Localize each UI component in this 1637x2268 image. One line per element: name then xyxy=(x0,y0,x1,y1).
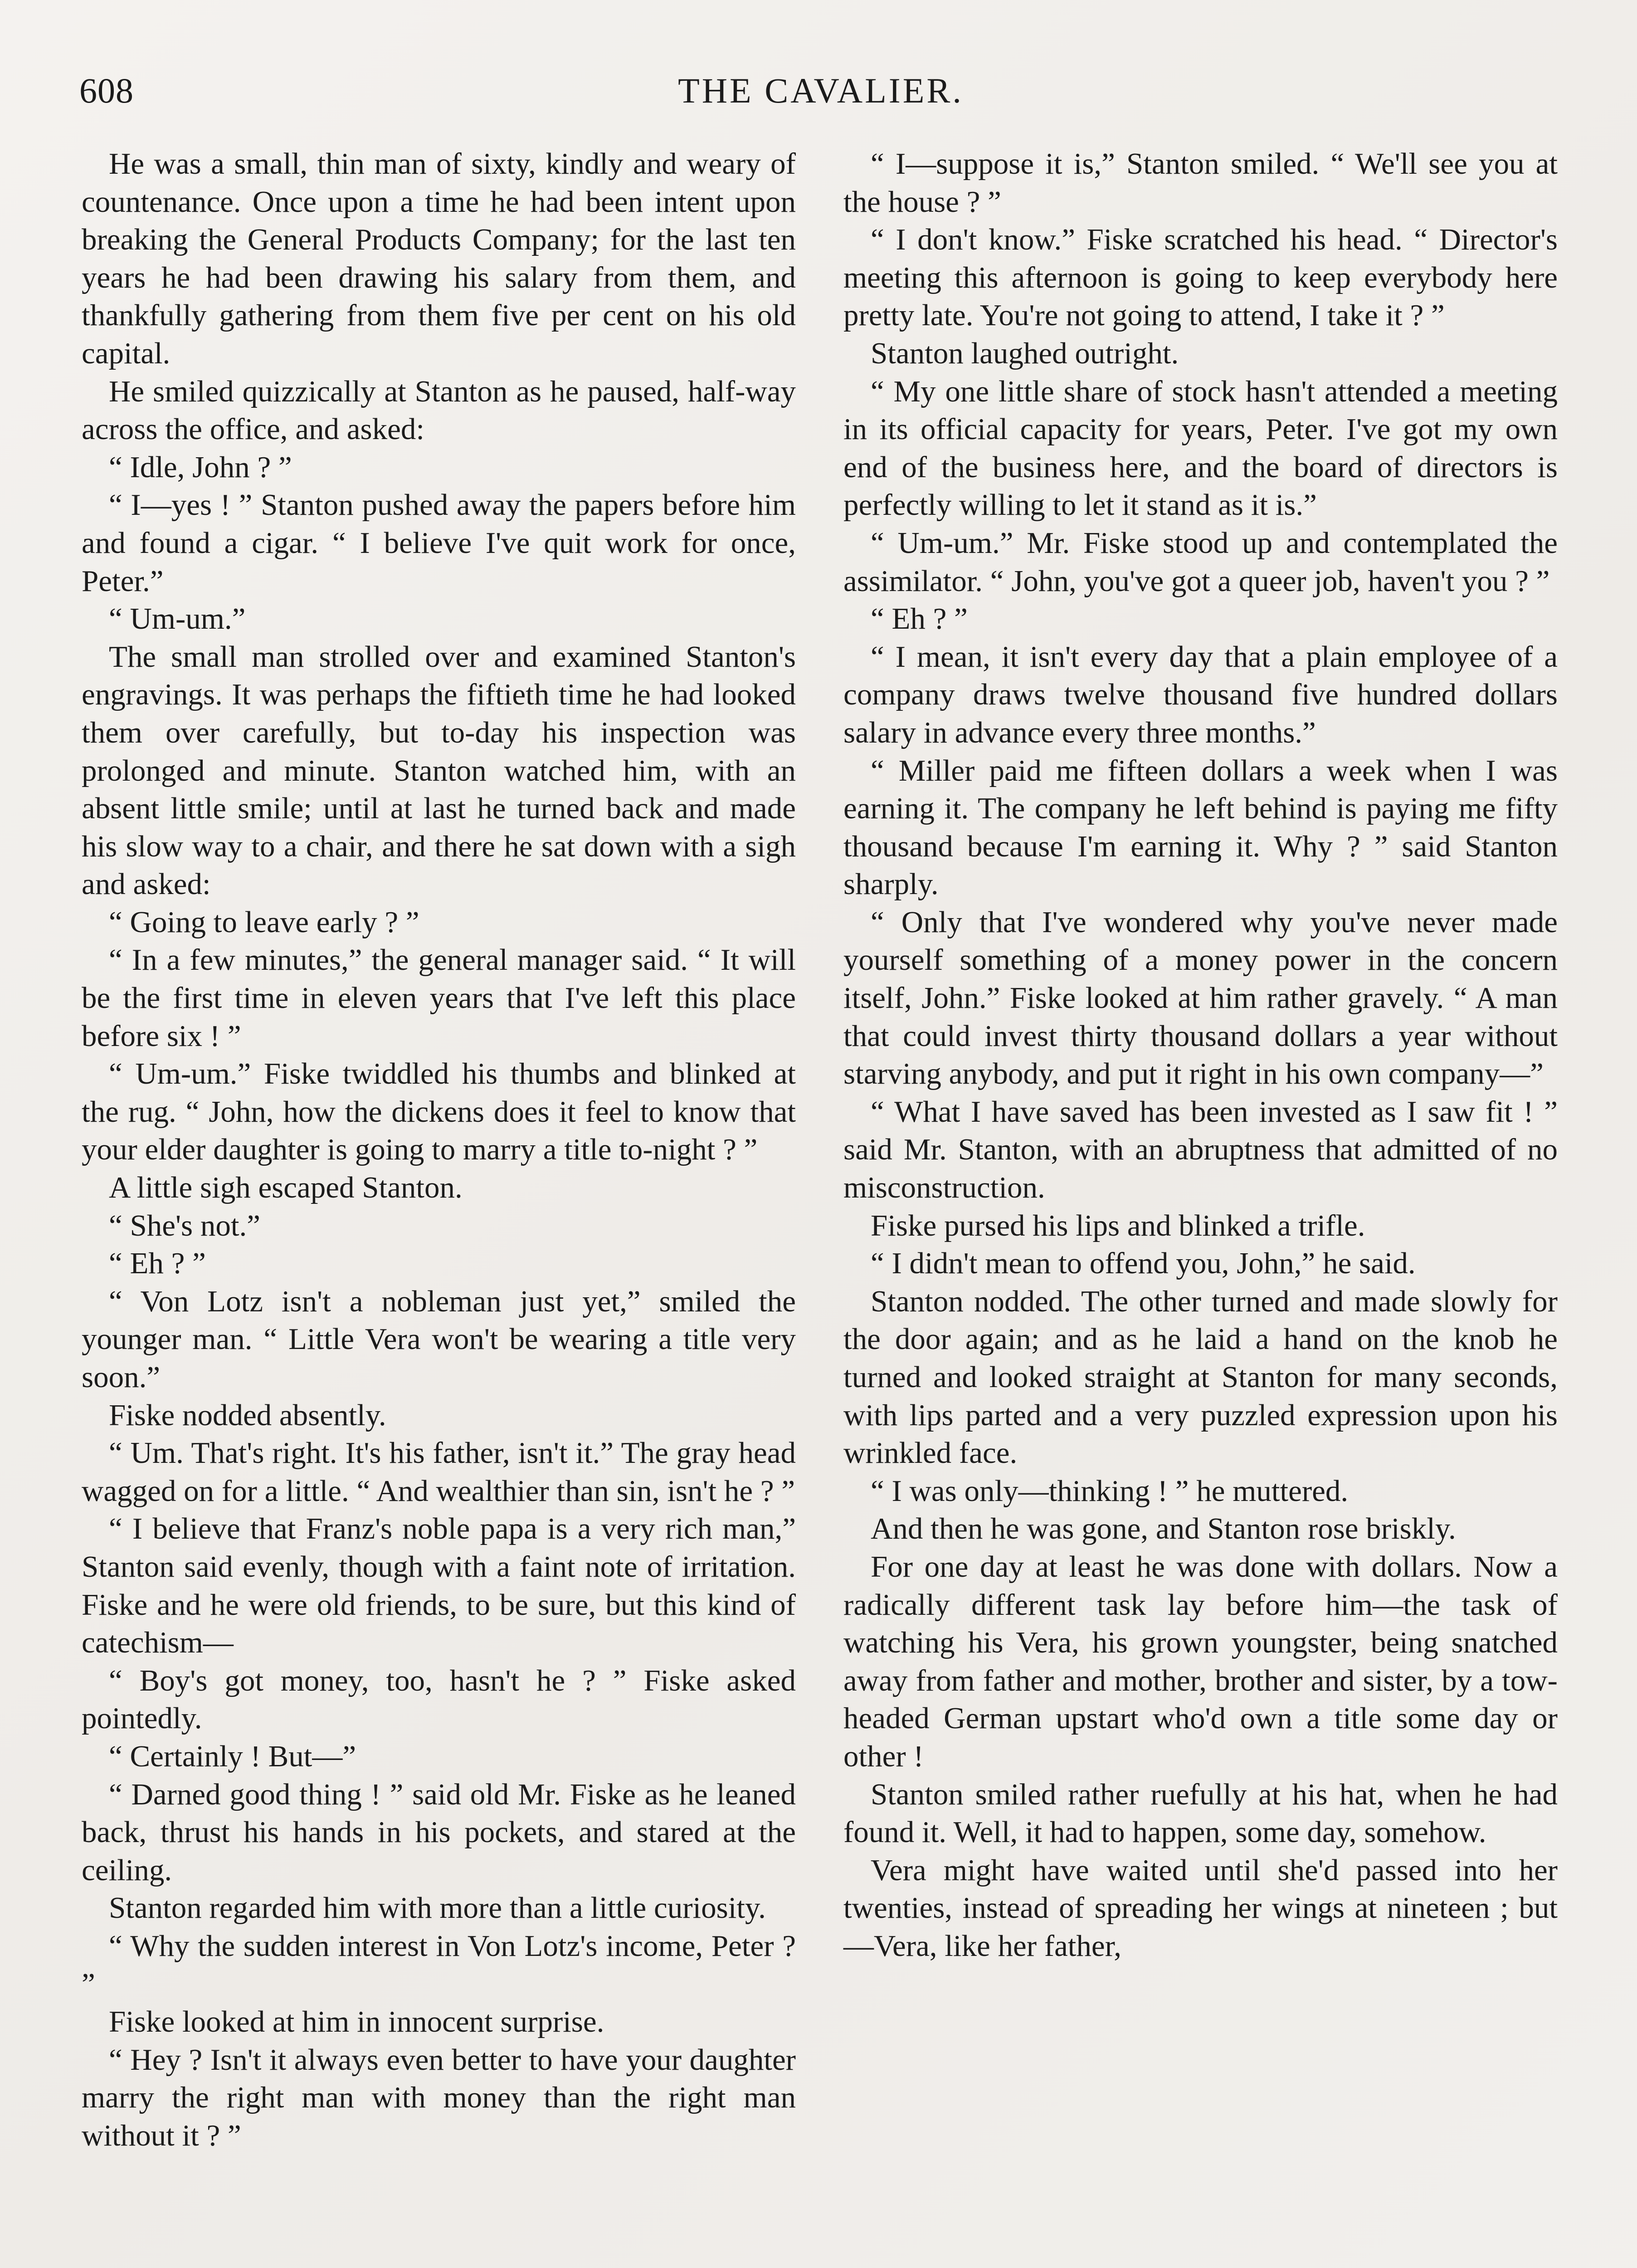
paragraph: “ I mean, it isn't every day that a plain employee of a company draws twelve thousand five hundred dollars salary in advance every three months.” xyxy=(843,640,1558,749)
paragraph: Stanton regarded him with more than a little curiosity. xyxy=(109,1891,766,1925)
running-title: THE CAVALIER. xyxy=(678,71,964,110)
paragraph: “ In a few minutes,” the general manager said. “ It will be the first time in eleven years that I've left this place before six ! ” xyxy=(82,943,796,1053)
paragraph: Stanton nodded. The other turned and made slowly for the door again; and as he laid a hand on the knob he turned and looked straight at Stanton for many seconds, with lips parted and a very puzzled expression upon his wrinkled face. xyxy=(843,1284,1558,1470)
paragraph: For one day at least he was done with dollars. Now a radically different task lay before him—the task of watching his Vera, his grown youngster, being snatched away from father and mother, brother and sister, by a tow-headed German upstart who'd own a title some day or other ! xyxy=(843,1549,1558,1773)
paragraph: “ She's not.” xyxy=(109,1208,260,1242)
page-number: 608 xyxy=(79,71,134,110)
paragraph: He was a small, thin man of sixty, kindly and weary of countenance. Once upon a time he had been intent upon breaking the General Products Company; for the last ten years he had been drawing his salary from them, and thankfully gathering from them five per cent on his old capital. xyxy=(82,147,796,370)
paragraph: “ My one little share of stock hasn't attended a meeting in its official capacity for years, Peter. I've got my own end of the business here, and the board of directors is perfectly willing to let it stand as it is.” xyxy=(843,374,1558,522)
paragraph: Fiske nodded absently. xyxy=(109,1398,386,1432)
paragraph: “ Boy's got money, too, hasn't he ? ” Fiske asked pointedly. xyxy=(82,1663,796,1735)
paragraph: Stanton laughed outright. xyxy=(871,336,1179,370)
paragraph: “ Um-um.” Fiske twiddled his thumbs and blinked at the rug. “ John, how the dickens does it feel to know that your elder daughter is going to marry a title to-night ? ” xyxy=(82,1057,796,1167)
right-column xyxy=(843,145,1558,1965)
paragraph: Fiske looked at him in innocent surprise. xyxy=(109,2005,604,2039)
paragraph: “ Idle, John ? ” xyxy=(109,450,292,484)
paragraph: “ Eh ? ” xyxy=(871,602,968,636)
paragraph: “ Certainly ! But—” xyxy=(109,1739,356,1773)
paragraph: “ Um-um.” xyxy=(109,602,246,636)
paragraph: “ What I have saved has been invested as I saw fit ! ” said Mr. Stanton, with an abruptness that admitted of no misconstruction. xyxy=(843,1095,1558,1205)
paragraph: “ Hey ? Isn't it always even better to have your daughter marry the right man with money than the right man without it ? ” xyxy=(82,2043,796,2152)
page-header xyxy=(79,68,1562,118)
paragraph: “ Von Lotz isn't a nobleman just yet,” smiled the younger man. “ Little Vera won't be wearing a title very soon.” xyxy=(82,1284,796,1394)
paragraph: “ I didn't mean to offend you, John,” he said. xyxy=(871,1246,1416,1281)
paragraph: “ I believe that Franz's noble papa is a very rich man,” Stanton said evenly, though with a faint note of irritation. Fiske and he were old friends, to be sure, but this kind of catechism— xyxy=(82,1512,796,1660)
paragraph: And then he was gone, and Stanton rose briskly. xyxy=(871,1512,1456,1546)
paragraph: “ I don't know.” Fiske scratched his head. “ Director's meeting this afternoon is going to keep everybody here pretty late. You're not going to attend, I take it ? ” xyxy=(843,223,1558,332)
paragraph: “ Darned good thing ! ” said old Mr. Fiske as he leaned back, thrust his hands in his pockets, and stared at the ceiling. xyxy=(82,1777,796,1887)
paragraph: The small man strolled over and examined Stanton's engravings. It was perhaps the fiftieth time he had looked them over carefully, but to-day his inspection was prolonged and minute. Stanton watched him, with an absent little smile; until at last he turned back and made his slow way to a chair, and there he sat down with a sigh and asked: xyxy=(82,640,796,901)
paragraph: “ Going to leave early ? ” xyxy=(109,905,419,939)
paragraph: Fiske pursed his lips and blinked a trifle. xyxy=(871,1208,1365,1242)
paragraph: “ Um. That's right. It's his father, isn't it.” The gray head wagged on for a little. “ And wealthier than sin, isn't he ? ” xyxy=(82,1436,796,1508)
paragraph: “ Miller paid me fifteen dollars a week when I was earning it. The company he left behind is paying me fifty thousand because I'm earning it. Why ? ” said Stanton sharply. xyxy=(843,753,1558,901)
paragraph: Vera might have waited until she'd passed into her twenties, instead of spreading her wings at nineteen ; but—Vera, like her father, xyxy=(843,1853,1558,1963)
paragraph: “ I—suppose it is,” Stanton smiled. “ We'll see you at the house ? ” xyxy=(843,147,1558,219)
left-column xyxy=(82,145,796,2155)
paragraph: “ Why the sudden interest in Von Lotz's income, Peter ? ” xyxy=(82,1929,796,2001)
paragraph: “ I was only—thinking ! ” he muttered. xyxy=(871,1474,1349,1508)
paragraph: “ Eh ? ” xyxy=(109,1246,206,1281)
paragraph: “ I—yes ! ” Stanton pushed away the papers before him and found a cigar. “ I believe I've quit work for once, Peter.” xyxy=(82,488,796,598)
paragraph: Stanton smiled rather ruefully at his hat, when he had found it. Well, it had to happen, some day, somehow. xyxy=(843,1777,1558,1849)
paragraph: “ Only that I've wondered why you've never made yourself something of a money power in the concern itself, John.” Fiske looked at him rather gravely. “ A man that could invest thirty thousand dollars a year without starving anybody, and put it right in his own company—” xyxy=(843,905,1558,1091)
paragraph: He smiled quizzically at Stanton as he paused, half-way across the office, and asked: xyxy=(82,374,796,446)
paragraph: A little sigh escaped Stanton. xyxy=(109,1171,463,1205)
paragraph: “ Um-um.” Mr. Fiske stood up and contemplated the assimilator. “ John, you've got a queer job, haven't you ? ” xyxy=(843,526,1558,598)
